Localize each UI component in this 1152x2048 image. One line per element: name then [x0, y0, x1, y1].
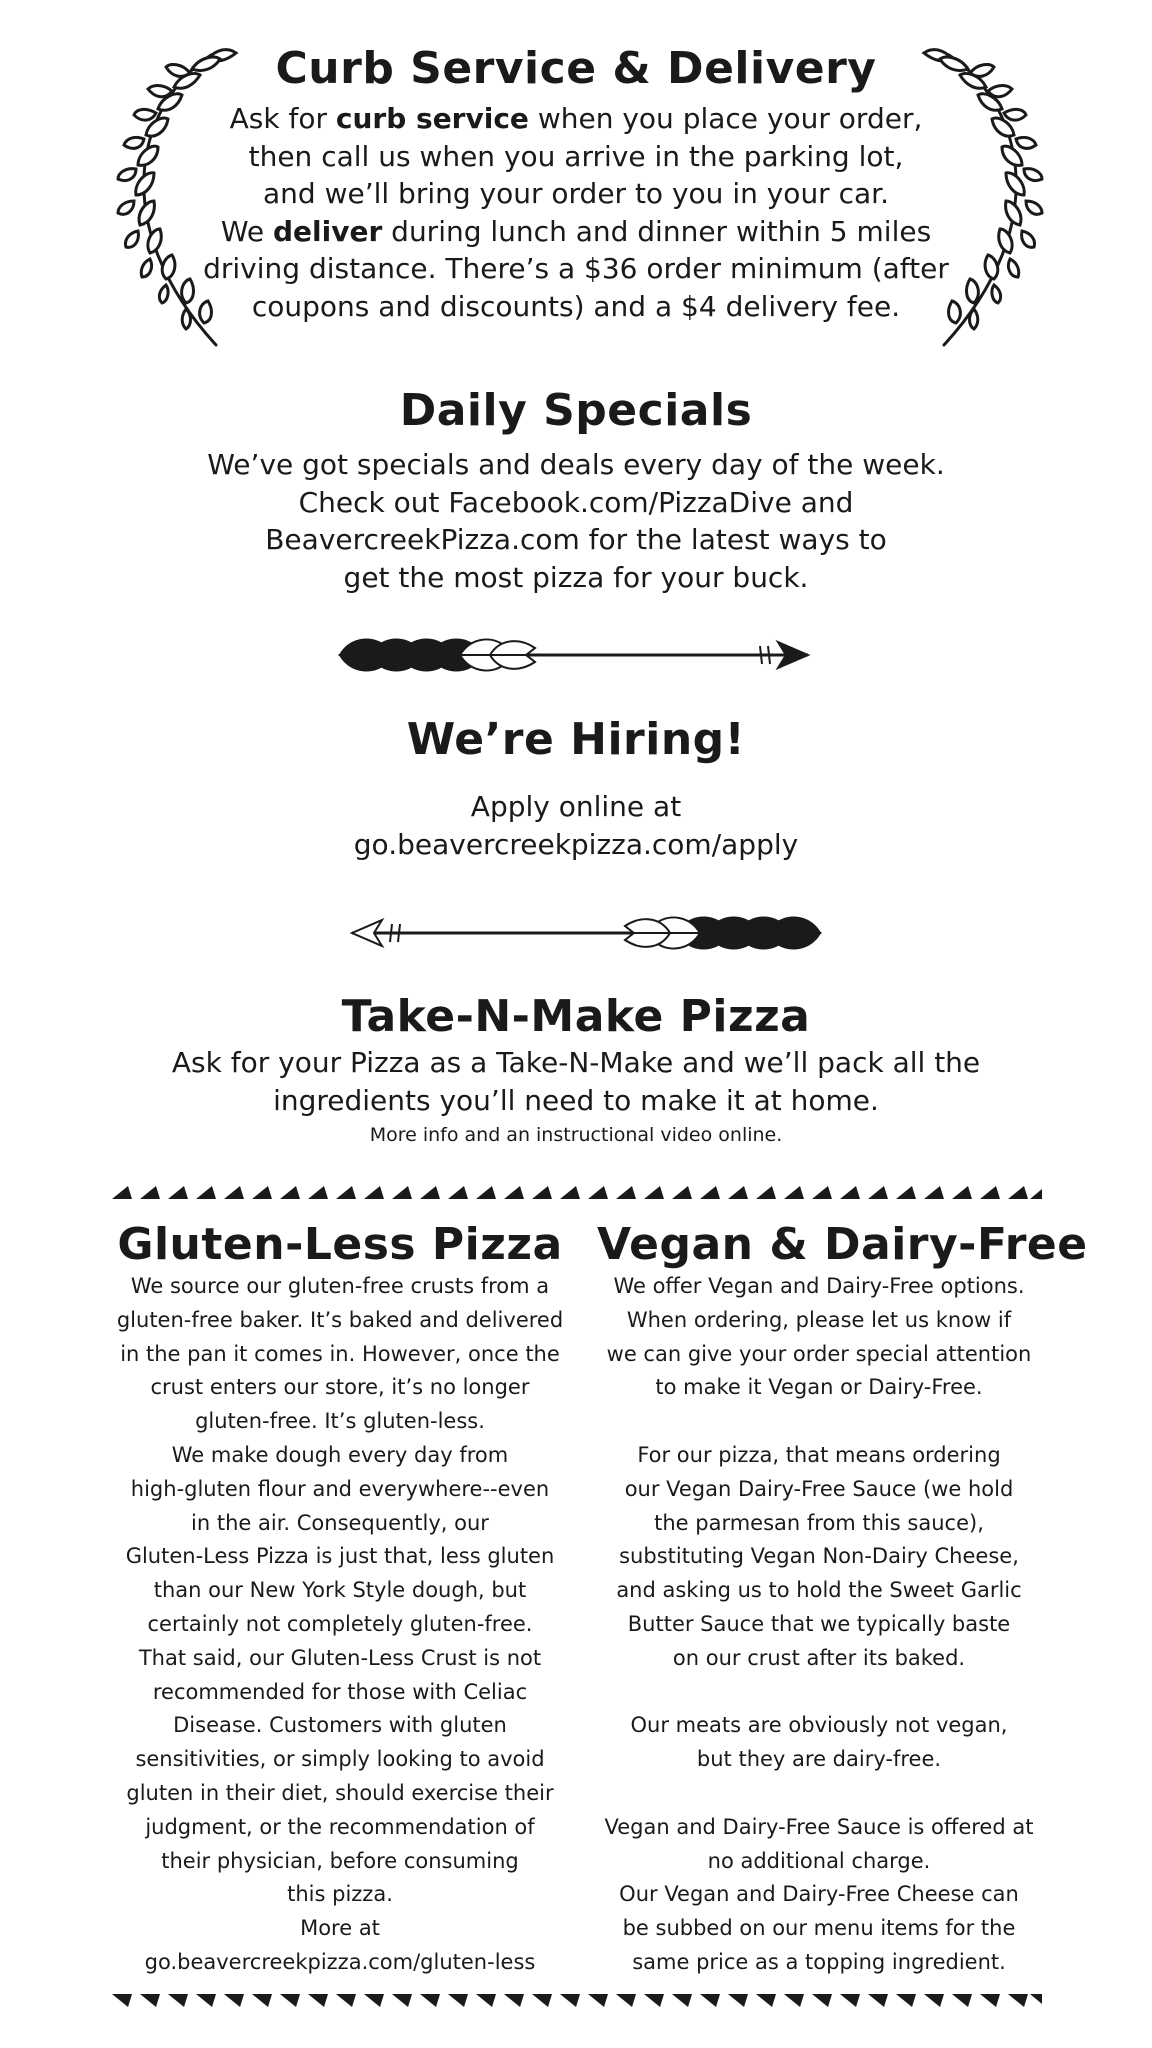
- daily-line: Check out Facebook.com/PizzaDive and: [298, 485, 854, 519]
- curb-line-1: [0, 100, 1152, 138]
- vegan-line: and asking us to hold the Sweet Garlic: [616, 1578, 1022, 1603]
- gluten-less-line: certainly not completely gluten-free.: [147, 1611, 533, 1636]
- daily-line: We’ve got specials and deals every day of the week.: [207, 448, 945, 481]
- vegan-line: but they are dairy-free.: [696, 1747, 942, 1772]
- paragraph-spacer: [597, 1405, 1041, 1439]
- hiring-title: We’re Hiring!: [406, 714, 746, 765]
- gluten-less-line: their physician, before consuming: [161, 1848, 519, 1873]
- hiring-body: [0, 788, 1152, 863]
- vegan-line: be subbed on our menu items for the: [622, 1916, 1016, 1941]
- daily-line: BeavercreekPizza.com for the latest ways to: [265, 523, 887, 556]
- gluten-less-line: Gluten-Less Pizza is just that, less gluten: [125, 1544, 555, 1569]
- paragraph-spacer: [597, 1777, 1041, 1811]
- gluten-less-line: recommended for those with Celiac: [152, 1679, 528, 1704]
- gluten-less-line: We make dough every day from: [171, 1442, 509, 1467]
- gluten-less-line: More at: [300, 1916, 380, 1941]
- take-n-make-line: Ask for your Pizza as a Take-N-Make and we’ll pack all the: [171, 1046, 981, 1079]
- vegan-section: [597, 1219, 1088, 1980]
- vegan-line: same price as a topping ingredient.: [632, 1949, 1006, 1974]
- curb-line-4-post: during lunch and dinner within 5 miles: [382, 214, 932, 248]
- take-n-make-title: Take-N-Make Pizza: [341, 991, 811, 1042]
- arrow-left-icon: [330, 908, 830, 958]
- curb-line-2: then call us when you arrive in the parking lot,: [248, 139, 904, 173]
- gluten-less-line: crust enters our store, it’s no longer: [150, 1375, 530, 1400]
- daily-line: get the most pizza for your buck.: [343, 560, 809, 594]
- hiring-apply-link[interactable]: go.beavercreekpizza.com/apply: [353, 827, 799, 861]
- triangle-border-bottom: [112, 1990, 1042, 2010]
- hiring-line: Apply online at: [470, 790, 682, 823]
- gluten-less-title: Gluten-Less Pizza: [117, 1219, 563, 1270]
- vegan-line: the parmesan from this sauce),: [654, 1510, 984, 1535]
- vegan-title: Vegan & Dairy-Free: [597, 1219, 1088, 1270]
- curb-line-1-pre: Ask for: [229, 102, 336, 135]
- gluten-less-line: sensitivities, or simply looking to avoid: [135, 1747, 545, 1772]
- vegan-line: For our pizza, that means ordering: [637, 1442, 1001, 1467]
- vegan-line: substituting Vegan Non-Dairy Cheese,: [619, 1544, 1019, 1569]
- curb-line-4-pre: We: [220, 214, 273, 248]
- gluten-less-link[interactable]: go.beavercreekpizza.com/gluten-less: [144, 1949, 536, 1974]
- gluten-less-line: judgment, or the recommendation of: [145, 1814, 535, 1839]
- take-n-make-note: More info and an instructional video online.: [369, 1124, 783, 1146]
- take-n-make-line: ingredients you’ll need to make it at home.: [273, 1083, 879, 1117]
- vegan-line: we can give your order special attention: [606, 1341, 1032, 1366]
- take-n-make-body: [0, 1044, 1152, 1119]
- vegan-line: We offer Vegan and Dairy-Free options.: [613, 1274, 1025, 1298]
- gluten-less-line: gluten in their diet, should exercise their: [126, 1780, 554, 1805]
- vegan-line: to make it Vegan or Dairy-Free.: [655, 1375, 983, 1400]
- gluten-less-line: in the air. Consequently, our: [191, 1510, 489, 1535]
- deliver-bold: deliver: [272, 214, 383, 248]
- curb-service-body: [0, 100, 1152, 325]
- daily-specials-title: Daily Specials: [399, 385, 753, 436]
- curb-line-3: and we’ll bring your order to you in your car.: [262, 177, 889, 210]
- gluten-less-line: Disease. Customers with gluten: [173, 1713, 507, 1738]
- curb-service-title: Curb Service & Delivery: [275, 43, 877, 94]
- curb-line-4: [0, 213, 1152, 251]
- curb-line-5: driving distance. There’s a $36 order minimum (after: [203, 252, 949, 285]
- vegan-line: Butter Sauce that we typically baste: [627, 1611, 1011, 1636]
- vegan-line: Our Vegan and Dairy-Free Cheese can: [619, 1882, 1019, 1907]
- vegan-line: Our meats are obviously not vegan,: [630, 1713, 1008, 1738]
- gluten-less-line: We source our gluten-free crusts from a: [130, 1274, 550, 1298]
- vegan-body: [597, 1270, 1041, 1980]
- vegan-line: our Vegan Dairy-Free Sauce (we hold: [624, 1476, 1014, 1501]
- gluten-less-section: [112, 1220, 568, 1980]
- curb-line-6: coupons and discounts) and a $4 delivery fee.: [251, 289, 901, 323]
- vegan-line: on our crust after its baked.: [672, 1645, 966, 1670]
- gluten-less-line: this pizza.: [287, 1882, 393, 1907]
- gluten-less-line: in the pan it comes in. However, once the: [120, 1341, 560, 1366]
- curb-service-bold: curb service: [335, 102, 529, 135]
- gluten-less-line: That said, our Gluten-Less Crust is not: [138, 1645, 542, 1670]
- daily-specials-body: [0, 446, 1152, 596]
- vegan-line: Vegan and Dairy-Free Sauce is offered at: [604, 1814, 1034, 1839]
- gluten-less-line: high-gluten flour and everywhere--even: [130, 1476, 550, 1501]
- arrow-right-icon: [330, 630, 830, 680]
- paragraph-spacer: [597, 1676, 1041, 1710]
- gluten-less-line: gluten-free baker. It’s baked and delivered: [116, 1307, 564, 1332]
- triangle-border-top: [112, 1183, 1042, 1203]
- gluten-less-body: [112, 1270, 568, 1980]
- vegan-line: no additional charge.: [707, 1848, 931, 1873]
- vegan-line: When ordering, please let us know if: [626, 1307, 1012, 1332]
- gluten-less-line: than our New York Style dough, but: [153, 1578, 527, 1603]
- curb-line-1-post: when you place your order,: [528, 102, 923, 135]
- gluten-less-line: gluten-free. It’s gluten-less.: [195, 1409, 485, 1434]
